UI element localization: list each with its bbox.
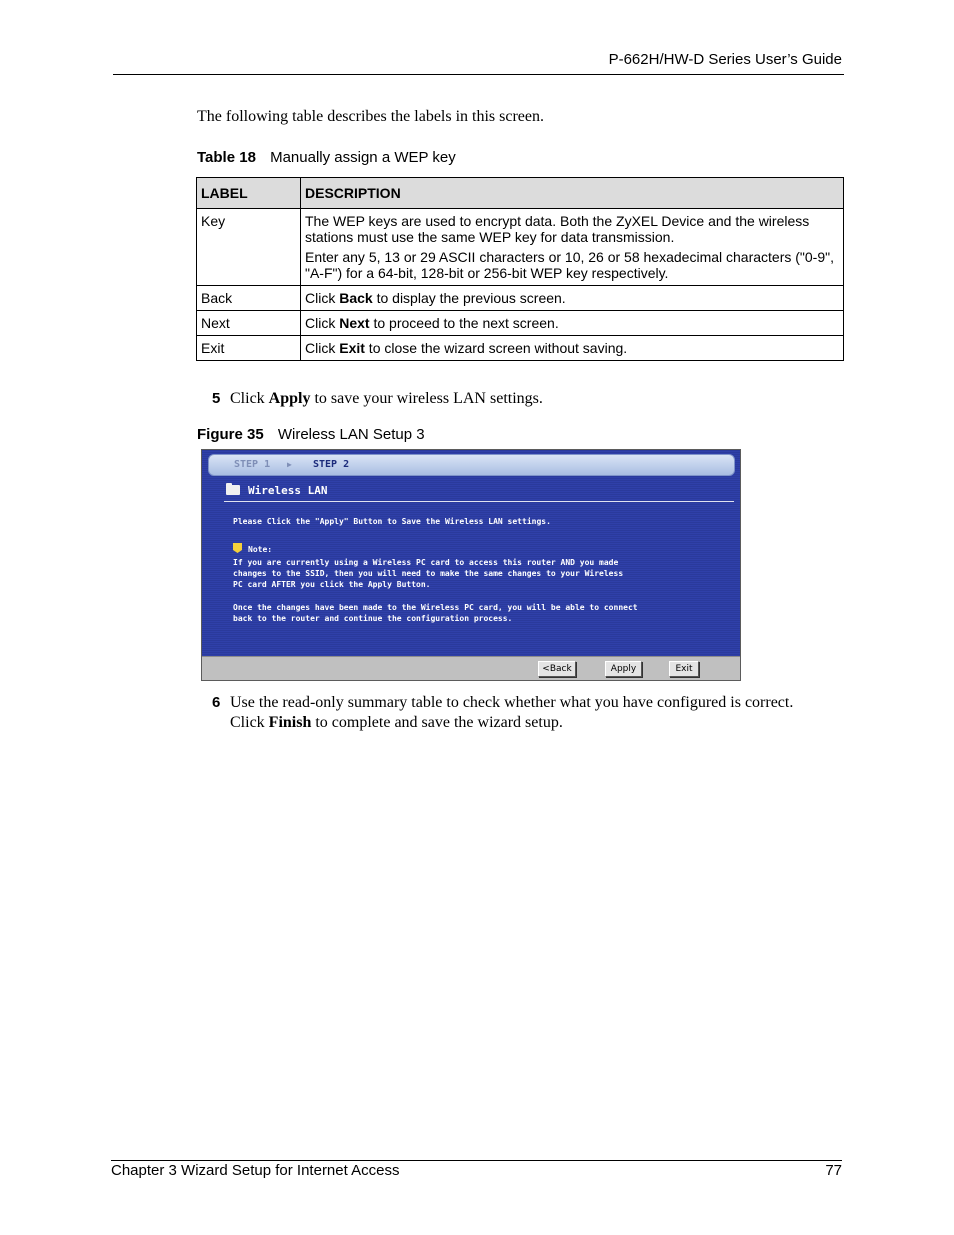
column-header-description: DESCRIPTION (301, 178, 844, 209)
desc-bold: Next (339, 315, 370, 331)
figure-caption (197, 426, 425, 443)
footer-chapter: Chapter 3 Wizard Setup for Internet Access (111, 1162, 400, 1179)
header-rule (113, 74, 844, 75)
footer-rule (111, 1160, 842, 1161)
intro-paragraph: The following table describes the labels in this screen. (197, 108, 545, 125)
table-header-row (197, 178, 844, 209)
table-caption-text: Manually assign a WEP key (270, 149, 456, 166)
step-text: Click (230, 390, 269, 407)
row-label: Exit (197, 336, 301, 361)
table-caption-label: Table 18 (197, 149, 256, 166)
desc-text: Click (305, 315, 340, 331)
section-title: Wireless LAN (248, 484, 328, 497)
section-heading (226, 484, 327, 497)
desc-text: Click (305, 290, 340, 306)
wizard-panel (202, 450, 740, 656)
row-label: Back (197, 286, 301, 311)
note-line: Once the changes have been made to the Wireless PC card, you will be able to connect (233, 603, 638, 612)
desc-bold: Back (339, 290, 373, 306)
step-6 (212, 693, 842, 733)
note-label: Note: (248, 545, 273, 554)
desc-text: to display the previous screen. (372, 290, 566, 306)
page-number: 77 (825, 1162, 842, 1179)
step-number: 6 (212, 694, 221, 711)
table-row (197, 286, 844, 311)
figure-caption-label: Figure 35 (197, 426, 264, 443)
running-header: P-662H/HW-D Series User’s Guide (608, 51, 842, 68)
table-row (197, 336, 844, 361)
row-description (301, 286, 844, 311)
step-text: Click (230, 714, 269, 731)
note-line: changes to the SSID, then you will need to make the same changes to your Wireless (233, 569, 624, 578)
instruction-apply: "Apply" (314, 517, 349, 526)
step-2-tab: STEP 2 (313, 459, 350, 470)
note-shield-icon (233, 543, 242, 553)
back-button[interactable]: <Back (538, 661, 576, 677)
step-5 (212, 389, 842, 409)
row-label: Next (197, 311, 301, 336)
step-arrow-icon: ▶ (287, 460, 292, 469)
desc-bold: Exit (339, 340, 365, 356)
column-header-label: LABEL (197, 178, 301, 209)
wireless-lan-setup-screenshot (201, 449, 741, 681)
apply-button[interactable]: Apply (605, 661, 642, 677)
description-paragraph: Enter any 5, 13 or 29 ASCII characters or 10, 26 or 58 hexadecimal characters ("0-9", "A-F") for a 64-bit, 128-bit or 256-bit WEP key respectively. (305, 249, 834, 281)
row-description (301, 209, 844, 286)
row-description (301, 336, 844, 361)
step-text: Use the read-only summary table to check whether what you have configured is correct. (230, 694, 794, 711)
table-row (197, 311, 844, 336)
row-label: Key (197, 209, 301, 286)
description-paragraph: The WEP keys are used to encrypt data. Both the ZyXEL Device and the wireless stations must use the same WEP key for data transmission. (305, 213, 810, 245)
step-text: to complete and save the wizard setup. (311, 714, 563, 731)
step-line-2 (212, 714, 563, 731)
note-line: PC card AFTER you click the Apply Button. (233, 580, 431, 589)
step-bold: Finish (268, 714, 312, 731)
table-row (197, 209, 844, 286)
instruction-part: Button to Save the Wireless LAN settings. (348, 517, 551, 526)
figure-caption-text: Wireless LAN Setup 3 (277, 426, 425, 443)
desc-text: to proceed to the next screen. (369, 315, 559, 331)
desc-text: Click (305, 340, 340, 356)
folder-icon (226, 485, 240, 495)
wep-label-table (196, 177, 844, 361)
instruction-part: Please Click the (233, 517, 315, 526)
note-line: back to the router and continue the configuration process. (233, 614, 513, 623)
step-number: 5 (212, 390, 221, 407)
step-text: to save your wireless LAN settings. (310, 390, 543, 407)
note-line: If you are currently using a Wireless PC card to access this router AND you made (233, 558, 619, 567)
wizard-step-bar (208, 454, 735, 476)
wizard-button-bar (202, 656, 740, 681)
row-description (301, 311, 844, 336)
step-1-tab: STEP 1 (234, 459, 271, 470)
table-caption (197, 149, 456, 166)
exit-button[interactable]: Exit (669, 661, 699, 677)
note-heading (233, 543, 272, 555)
desc-text: to close the wizard screen without saving. (364, 340, 628, 356)
instruction-text (233, 516, 551, 527)
step-bold: Apply (268, 390, 311, 407)
section-divider (224, 501, 734, 502)
